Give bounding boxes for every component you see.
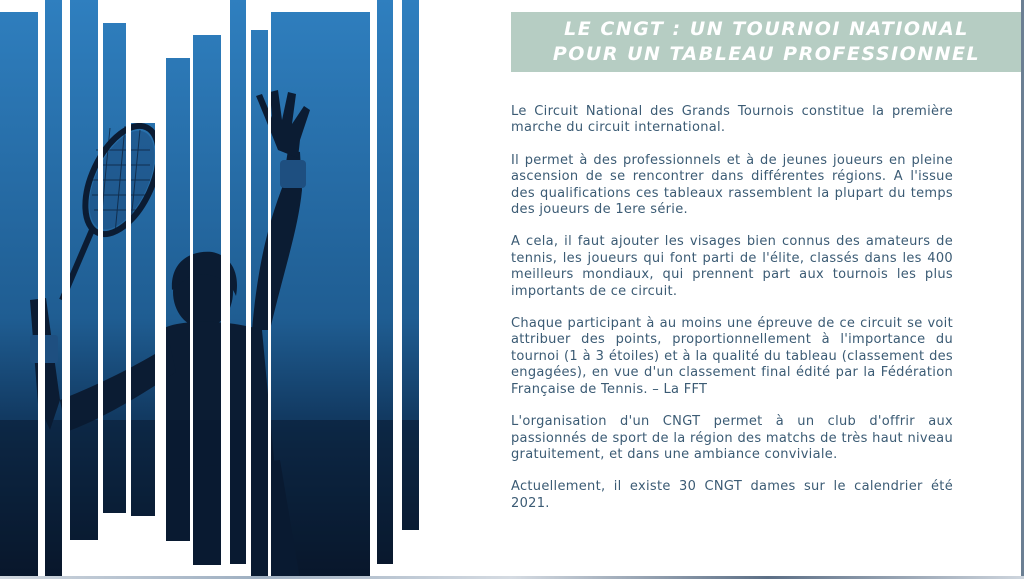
photo-strip [45,0,62,579]
paragraph-elite-players: A cela, il faut ajouter les visages bien connus des amateurs de tennis, les joueurs qui font parti de l'élite, classés dans les 400 meilleurs mondiaux, qui prennent part aux tournois les plus importants de ce circuit. [511,234,953,299]
paragraph-intro: Le Circuit National des Grands Tournois constitue la première marche du circuit international. [511,104,953,136]
photo-strip [103,23,126,513]
paragraph-points: Chaque participant à au moins une épreuve de ce circuit se voit attribuer des points, proportionnellement à l'importance du tournoi (1 à 3 étoiles) et à la qualité du tableau (classement des engagées), en vue d'un classement final édité par la Fédération Française de Tennis. – La FFT [511,316,953,397]
article-body [511,104,953,528]
photo-strip [230,0,246,564]
page-title-line-2: POUR UN TABLEAU PROFESSIONNEL [552,43,981,65]
page-title-line-1: LE CNGT : UN TOURNOI NATIONAL [564,18,969,40]
photo-strip [251,30,268,579]
photo-strip [193,35,221,565]
photo-strip [377,0,393,564]
photo-strip [166,58,190,541]
photo-strip [402,0,419,530]
photo-strip [70,0,98,540]
paragraph-qualifications: Il permet à des professionnels et à de jeunes joueurs en pleine ascension de se rencontrer dans différentes régions. A l'issue des qualifications ces tableaux rassemblent la plupart du temps des joueurs de 1ere série. [511,152,953,218]
photo-strip [0,12,38,579]
tennis-player-photo [0,0,425,579]
title-banner [511,12,1022,72]
photo-strip [131,123,155,516]
photo-strip [271,12,370,579]
paragraph-current: Actuellement, il existe 30 CNGT dames sur le calendrier été 2021. [511,479,953,511]
paragraph-organisation: L'organisation d'un CNGT permet à un club d'offrir aux passionnés de sport de la région des matchs de très haut niveau gratuitement, et dans une ambiance conviviale. [511,414,953,462]
